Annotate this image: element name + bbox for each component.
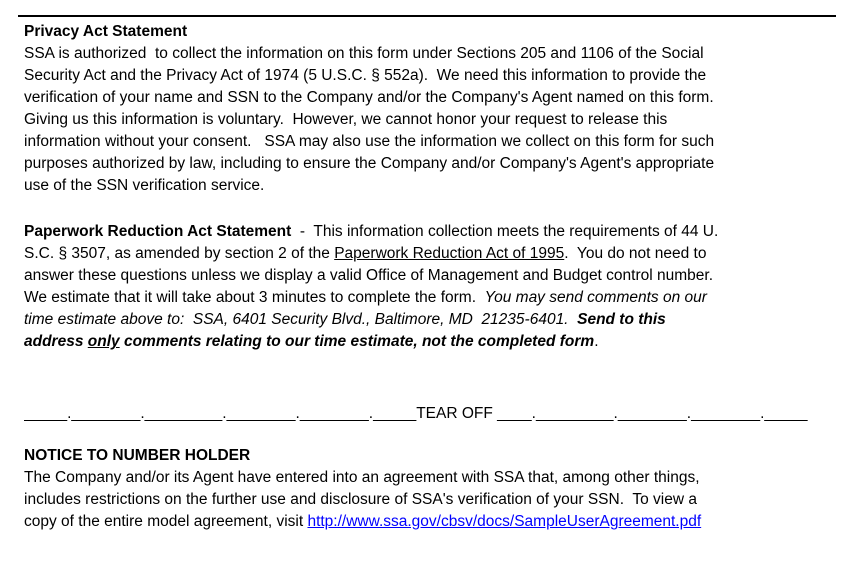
text-line	[24, 87, 847, 109]
text-segment: answer these questions unless we display a valid Office of Management and Budget control number.	[24, 267, 714, 284]
text-segment: The Company and/or its Agent have entered into an agreement with SSA that, among other things,	[24, 469, 700, 486]
horizontal-rule	[18, 15, 836, 17]
text-line	[24, 467, 847, 489]
text-line	[24, 153, 847, 175]
text-segment: Security Act and the Privacy Act of 1974 (5 U.S.C. § 552a). We need this information to provide the	[24, 67, 707, 84]
text-segment: copy of the entire model agreement, visit	[24, 513, 308, 530]
text-segment: verification of your name and SSN to the Company and/or the Company's Agent named on this form.	[24, 89, 714, 106]
text-segment: Paperwork Reduction Act of 1995	[334, 245, 565, 262]
privacy-act-paragraph	[24, 43, 847, 197]
text-segment: address	[24, 333, 88, 350]
paperwork-heading: Paperwork Reduction Act Statement	[24, 223, 292, 240]
tear-off-line	[24, 403, 846, 425]
notice-paragraph	[24, 467, 847, 533]
text-line	[24, 65, 847, 87]
tear-off-label: TEAR OFF	[416, 405, 493, 422]
text-line	[24, 287, 847, 309]
paperwork-reduction-paragraph	[24, 221, 847, 353]
text-segment: - This information collection meets the requirements of 44 U.	[291, 223, 719, 240]
text-line	[24, 221, 847, 243]
text-segment: Giving us this information is voluntary. However, we cannot honor your request to release this	[24, 111, 668, 128]
text-line	[24, 331, 847, 353]
text-line	[24, 43, 847, 65]
text-line	[24, 265, 847, 287]
text-segment: S.C. § 3507, as amended by section 2 of the	[24, 245, 335, 262]
text-segment: time estimate above to: SSA, 6401 Security Blvd., Baltimore, MD 21235-6401.	[24, 311, 578, 328]
text-line	[24, 243, 847, 265]
text-segment: information without your consent. SSA may also use the information we collect on this form for such	[24, 133, 715, 150]
text-line	[24, 109, 847, 131]
tear-off-dashes-left: _____.________._________.________.________._____	[24, 405, 417, 422]
text-segment: comments relating to our time estimate, not the completed form	[119, 333, 595, 350]
notice-heading: NOTICE TO NUMBER HOLDER	[24, 447, 251, 464]
tear-off-dashes-right: ____._________.________.________._____	[492, 405, 808, 422]
text-segment: .	[594, 333, 599, 350]
privacy-act-section	[24, 21, 847, 197]
text-segment: SSA is authorized to collect the information on this form under Sections 205 and 1106 of the Social	[24, 45, 704, 62]
text-segment: includes restrictions on the further use and disclosure of SSA's verification of your SSN. To view a	[24, 491, 697, 508]
text-segment: use of the SSN verification service.	[24, 177, 265, 194]
paperwork-reduction-section	[24, 221, 847, 353]
text-segment: Send to this	[577, 311, 666, 328]
text-line	[24, 511, 847, 533]
text-line	[24, 489, 847, 511]
text-segment: You may send comments on our	[484, 289, 707, 306]
text-line	[24, 309, 847, 331]
text-segment: only	[87, 333, 120, 350]
notice-to-number-holder-section	[24, 445, 847, 533]
text-segment: . You do not need to	[564, 245, 707, 262]
text-segment: We estimate that it will take about 3 minutes to complete the form.	[24, 289, 485, 306]
text-line	[24, 131, 847, 153]
privacy-act-heading: Privacy Act Statement	[24, 23, 188, 40]
text-segment: purposes authorized by law, including to ensure the Company and/or Company's Agent's appropriate	[24, 155, 715, 172]
text-line	[24, 175, 847, 197]
sample-user-agreement-link[interactable]: http://www.ssa.gov/cbsv/docs/SampleUserAgreement.pdf	[307, 513, 702, 530]
